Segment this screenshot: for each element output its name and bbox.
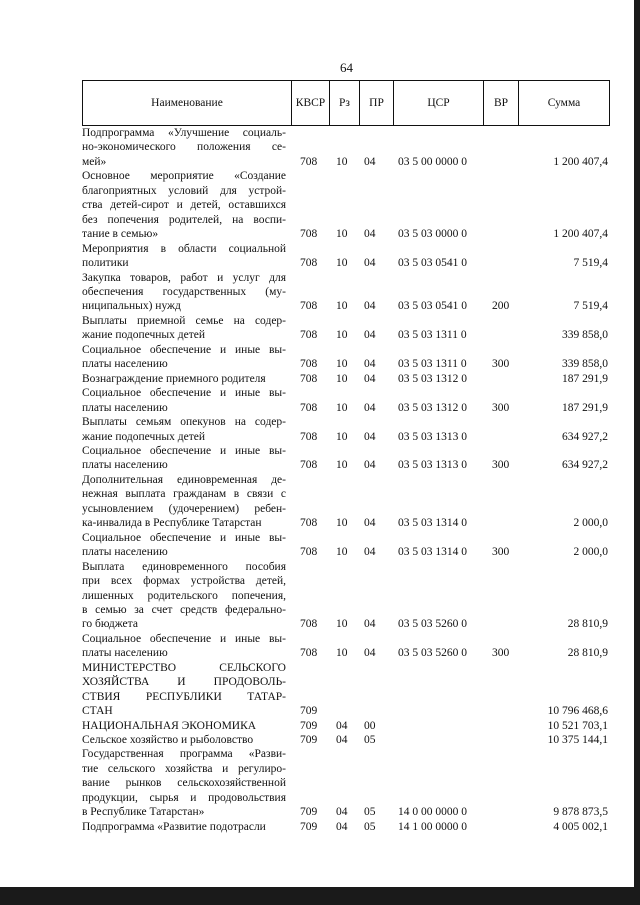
table-row — [82, 242, 610, 271]
row-pr: 04 — [364, 401, 376, 414]
row-kvsr: 709 — [300, 705, 318, 718]
row-name-line: платы населению — [82, 358, 168, 371]
row-kvsr: 708 — [300, 647, 318, 660]
row-name — [82, 343, 290, 372]
table-row — [82, 169, 610, 241]
row-csr: 03 5 03 1311 0 — [398, 329, 467, 342]
row-name-line: Подпрограмма «Развитие подотрасли — [82, 820, 266, 833]
row-kvsr: 708 — [300, 228, 318, 241]
row-kvsr: 708 — [300, 546, 318, 559]
row-name-line: го бюджета — [82, 618, 138, 631]
row-name-line: усыновлением (удочерением) ребен- — [82, 502, 286, 515]
row-name-line: при всех формах устройства детей, — [82, 575, 286, 588]
row-sum: 2 000,0 — [573, 546, 608, 559]
row-pr: 04 — [364, 372, 376, 385]
table-row — [82, 415, 610, 444]
row-pr: 04 — [364, 618, 376, 631]
row-rz: 10 — [336, 300, 348, 313]
row-vr: 300 — [492, 358, 510, 371]
row-name-line: благоприятных условий для устрой- — [82, 184, 286, 197]
table-header — [82, 80, 610, 126]
row-csr: 03 5 03 1312 0 — [398, 401, 467, 414]
row-sum: 1 200 407,4 — [553, 155, 608, 168]
row-kvsr: 708 — [300, 517, 318, 530]
row-sum: 339 858,0 — [562, 358, 608, 371]
row-name-line: в Республике Татарстан» — [82, 806, 205, 819]
row-name — [82, 126, 290, 169]
row-kvsr: 708 — [300, 329, 318, 342]
table-row — [82, 271, 610, 314]
row-name-line: но-экономического положения се- — [82, 141, 286, 154]
row-rz: 04 — [336, 719, 348, 732]
row-csr: 03 5 03 5260 0 — [398, 647, 467, 660]
row-name-line: мей» — [82, 155, 107, 168]
row-rz: 10 — [336, 155, 348, 168]
row-pr: 04 — [364, 517, 376, 530]
header-rz: Рз — [329, 81, 359, 125]
row-name — [82, 531, 290, 560]
table-row — [82, 820, 610, 834]
row-sum: 10 796 468,6 — [547, 705, 608, 718]
row-rz: 10 — [336, 401, 348, 414]
row-rz: 10 — [336, 358, 348, 371]
row-csr: 03 5 03 0000 0 — [398, 228, 467, 241]
row-pr: 04 — [364, 300, 376, 313]
row-name — [82, 314, 290, 343]
row-sum: 187 291,9 — [562, 401, 608, 414]
row-name-line: МИНИСТЕРСТВО СЕЛЬСКОГО — [82, 661, 286, 674]
row-kvsr: 709 — [300, 806, 318, 819]
row-csr: 03 5 03 1313 0 — [398, 430, 467, 443]
row-rz: 04 — [336, 820, 348, 833]
row-name-line: без попечения родителей, на воспи- — [82, 213, 286, 226]
row-sum: 28 810,9 — [567, 647, 608, 660]
row-csr: 03 5 03 5260 0 — [398, 618, 467, 631]
row-pr: 04 — [364, 430, 376, 443]
row-kvsr: 708 — [300, 257, 318, 270]
row-rz: 10 — [336, 430, 348, 443]
row-name-line: Закупка товаров, работ и услуг для — [82, 271, 286, 284]
table-row — [82, 747, 610, 819]
table-row — [82, 560, 610, 632]
header-pr: ПР — [359, 81, 393, 125]
row-name-line: Социальное обеспечение и иные вы- — [82, 531, 286, 544]
row-name-line: Выплаты приемной семье на содер- — [82, 314, 286, 327]
row-pr: 04 — [364, 257, 376, 270]
row-name-line: политики — [82, 257, 129, 270]
row-name-line: платы населению — [82, 401, 168, 414]
row-rz: 10 — [336, 459, 348, 472]
row-name-line: в семью за счет средств федерально- — [82, 603, 286, 616]
row-vr: 300 — [492, 647, 510, 660]
row-csr: 03 5 03 1314 0 — [398, 546, 467, 559]
row-pr: 04 — [364, 647, 376, 660]
row-vr: 300 — [492, 546, 510, 559]
table-row — [82, 444, 610, 473]
table-row — [82, 632, 610, 661]
table-row — [82, 661, 610, 719]
row-name — [82, 632, 290, 661]
row-name-line: Государственная программа «Разви- — [82, 748, 286, 761]
row-sum: 339 858,0 — [562, 329, 608, 342]
row-name-line: Выплаты семьям опекунов на содер- — [82, 416, 286, 429]
row-rz: 10 — [336, 329, 348, 342]
row-sum: 2 000,0 — [573, 517, 608, 530]
row-csr: 03 5 03 1312 0 — [398, 372, 467, 385]
row-pr: 04 — [364, 459, 376, 472]
table-row — [82, 719, 610, 733]
table-row — [82, 473, 610, 531]
row-rz: 10 — [336, 257, 348, 270]
row-name — [82, 386, 290, 415]
row-name-line: Сельское хозяйство и рыболовство — [82, 734, 254, 747]
row-csr: 03 5 03 1314 0 — [398, 517, 467, 530]
table-row — [82, 531, 610, 560]
row-kvsr: 708 — [300, 459, 318, 472]
row-name-line: платы населению — [82, 546, 168, 559]
header-vr: ВР — [483, 81, 518, 125]
row-sum: 4 005 002,1 — [553, 820, 608, 833]
row-name-line: тание в семью» — [82, 228, 159, 241]
row-name-line: платы населению — [82, 647, 168, 660]
row-csr: 03 5 03 0541 0 — [398, 257, 467, 270]
row-rz: 10 — [336, 517, 348, 530]
row-name — [82, 733, 290, 747]
row-sum: 187 291,9 — [562, 372, 608, 385]
table-row — [82, 733, 610, 747]
table-row — [82, 386, 610, 415]
row-name — [82, 560, 290, 632]
row-name — [82, 747, 290, 819]
row-rz: 10 — [336, 546, 348, 559]
table-row — [82, 343, 610, 372]
row-rz: 04 — [336, 806, 348, 819]
row-pr: 04 — [364, 155, 376, 168]
row-kvsr: 708 — [300, 401, 318, 414]
row-name — [82, 661, 290, 719]
table-row — [82, 372, 610, 386]
row-kvsr: 708 — [300, 372, 318, 385]
header-csr: ЦСР — [393, 81, 483, 125]
row-kvsr: 708 — [300, 358, 318, 371]
row-name-line: Подпрограмма «Улучшение социаль- — [82, 127, 286, 139]
row-name-line: обеспечения государственных (му- — [82, 285, 286, 298]
row-name — [82, 444, 290, 473]
row-csr: 14 1 00 0000 0 — [398, 820, 467, 833]
row-sum: 1 200 407,4 — [553, 228, 608, 241]
row-kvsr: 709 — [300, 820, 318, 833]
row-sum: 634 927,2 — [562, 459, 608, 472]
row-sum: 634 927,2 — [562, 430, 608, 443]
row-kvsr: 708 — [300, 430, 318, 443]
row-name-line: Выплата единовременного пособия — [82, 560, 286, 573]
row-name-line: СТАН — [82, 705, 113, 718]
row-name — [82, 271, 290, 314]
row-name — [82, 372, 290, 386]
row-vr: 200 — [492, 300, 510, 313]
page-number: 64 — [340, 60, 353, 75]
row-name-line: вание рынков сельскохозяйственной — [82, 777, 286, 790]
header-kvsr: КВСР — [291, 81, 329, 125]
row-pr: 04 — [364, 358, 376, 371]
row-name — [82, 415, 290, 444]
row-name-line: Основное мероприятие «Создание — [82, 170, 286, 183]
row-name-line: Социальное обеспечение и иные вы- — [82, 444, 286, 457]
row-name-line: НАЦИОНАЛЬНАЯ ЭКОНОМИКА — [82, 719, 257, 732]
row-rz: 10 — [336, 228, 348, 241]
row-sum: 9 878 873,5 — [553, 806, 608, 819]
row-name-line: жание подопечных детей — [82, 329, 206, 342]
row-rz: 04 — [336, 734, 348, 747]
row-name-line: Социальное обеспечение и иные вы- — [82, 343, 286, 356]
row-name-line: Социальное обеспечение и иные вы- — [82, 387, 286, 400]
row-vr: 300 — [492, 401, 510, 414]
row-name-line: ХОЗЯЙСТВА И ПРОДОВОЛЬ- — [82, 676, 286, 689]
row-vr: 300 — [492, 459, 510, 472]
row-kvsr: 709 — [300, 734, 318, 747]
page-edge-bottom — [0, 887, 640, 905]
page-edge-right — [634, 0, 640, 905]
table-row — [82, 126, 610, 169]
row-pr: 00 — [364, 719, 376, 732]
row-name-line: ства детей-сирот и детей, оставшихся — [82, 199, 286, 212]
row-name — [82, 242, 290, 271]
row-name-line: СТВИЯ РЕСПУБЛИКИ ТАТАР- — [82, 690, 286, 703]
row-sum: 10 375 144,1 — [547, 734, 608, 747]
row-sum: 7 519,4 — [573, 300, 608, 313]
row-name-line: жание подопечных детей — [82, 430, 206, 443]
row-pr: 05 — [364, 820, 376, 833]
row-kvsr: 709 — [300, 719, 318, 732]
row-kvsr: 708 — [300, 300, 318, 313]
header-sum: Сумма — [518, 81, 609, 125]
row-name-line: ка-инвалида в Республике Татарстан — [82, 517, 262, 530]
row-sum: 28 810,9 — [567, 618, 608, 631]
row-name-line: нежная выплата гражданам в связи с — [82, 488, 286, 501]
row-name-line: лишенных родительского попечения, — [82, 589, 286, 602]
row-pr: 04 — [364, 329, 376, 342]
row-pr: 05 — [364, 806, 376, 819]
row-name-line: Социальное обеспечение и иные вы- — [82, 632, 286, 645]
row-csr: 14 0 00 0000 0 — [398, 806, 467, 819]
row-csr: 03 5 03 1313 0 — [398, 459, 467, 472]
row-name-line: ниципальных) нужд — [82, 300, 181, 313]
row-name-line: продукции, сырья и продовольствия — [82, 791, 286, 804]
row-pr: 04 — [364, 228, 376, 241]
row-name-line: Мероприятия в области социальной — [82, 242, 286, 255]
row-name-line: тие сельского хозяйства и регулиро- — [82, 762, 286, 775]
row-pr: 05 — [364, 734, 376, 747]
row-kvsr: 708 — [300, 618, 318, 631]
row-rz: 10 — [336, 647, 348, 660]
row-csr: 03 5 03 1311 0 — [398, 358, 467, 371]
budget-table-body — [82, 126, 610, 834]
row-name-line: платы населению — [82, 459, 168, 472]
row-rz: 10 — [336, 372, 348, 385]
row-name — [82, 719, 290, 733]
table-row — [82, 314, 610, 343]
row-name-line: Вознаграждение приемного родителя — [82, 372, 266, 385]
row-kvsr: 708 — [300, 155, 318, 168]
row-rz: 10 — [336, 618, 348, 631]
row-pr: 04 — [364, 546, 376, 559]
row-sum: 10 521 703,1 — [547, 719, 608, 732]
row-name-line: Дополнительная единовременная де- — [82, 473, 286, 486]
row-name — [82, 820, 290, 834]
row-name — [82, 169, 290, 241]
row-sum: 7 519,4 — [573, 257, 608, 270]
row-name — [82, 473, 290, 531]
row-csr: 03 5 03 0541 0 — [398, 300, 467, 313]
row-csr: 03 5 00 0000 0 — [398, 155, 467, 168]
header-name: Наименование — [151, 97, 223, 109]
